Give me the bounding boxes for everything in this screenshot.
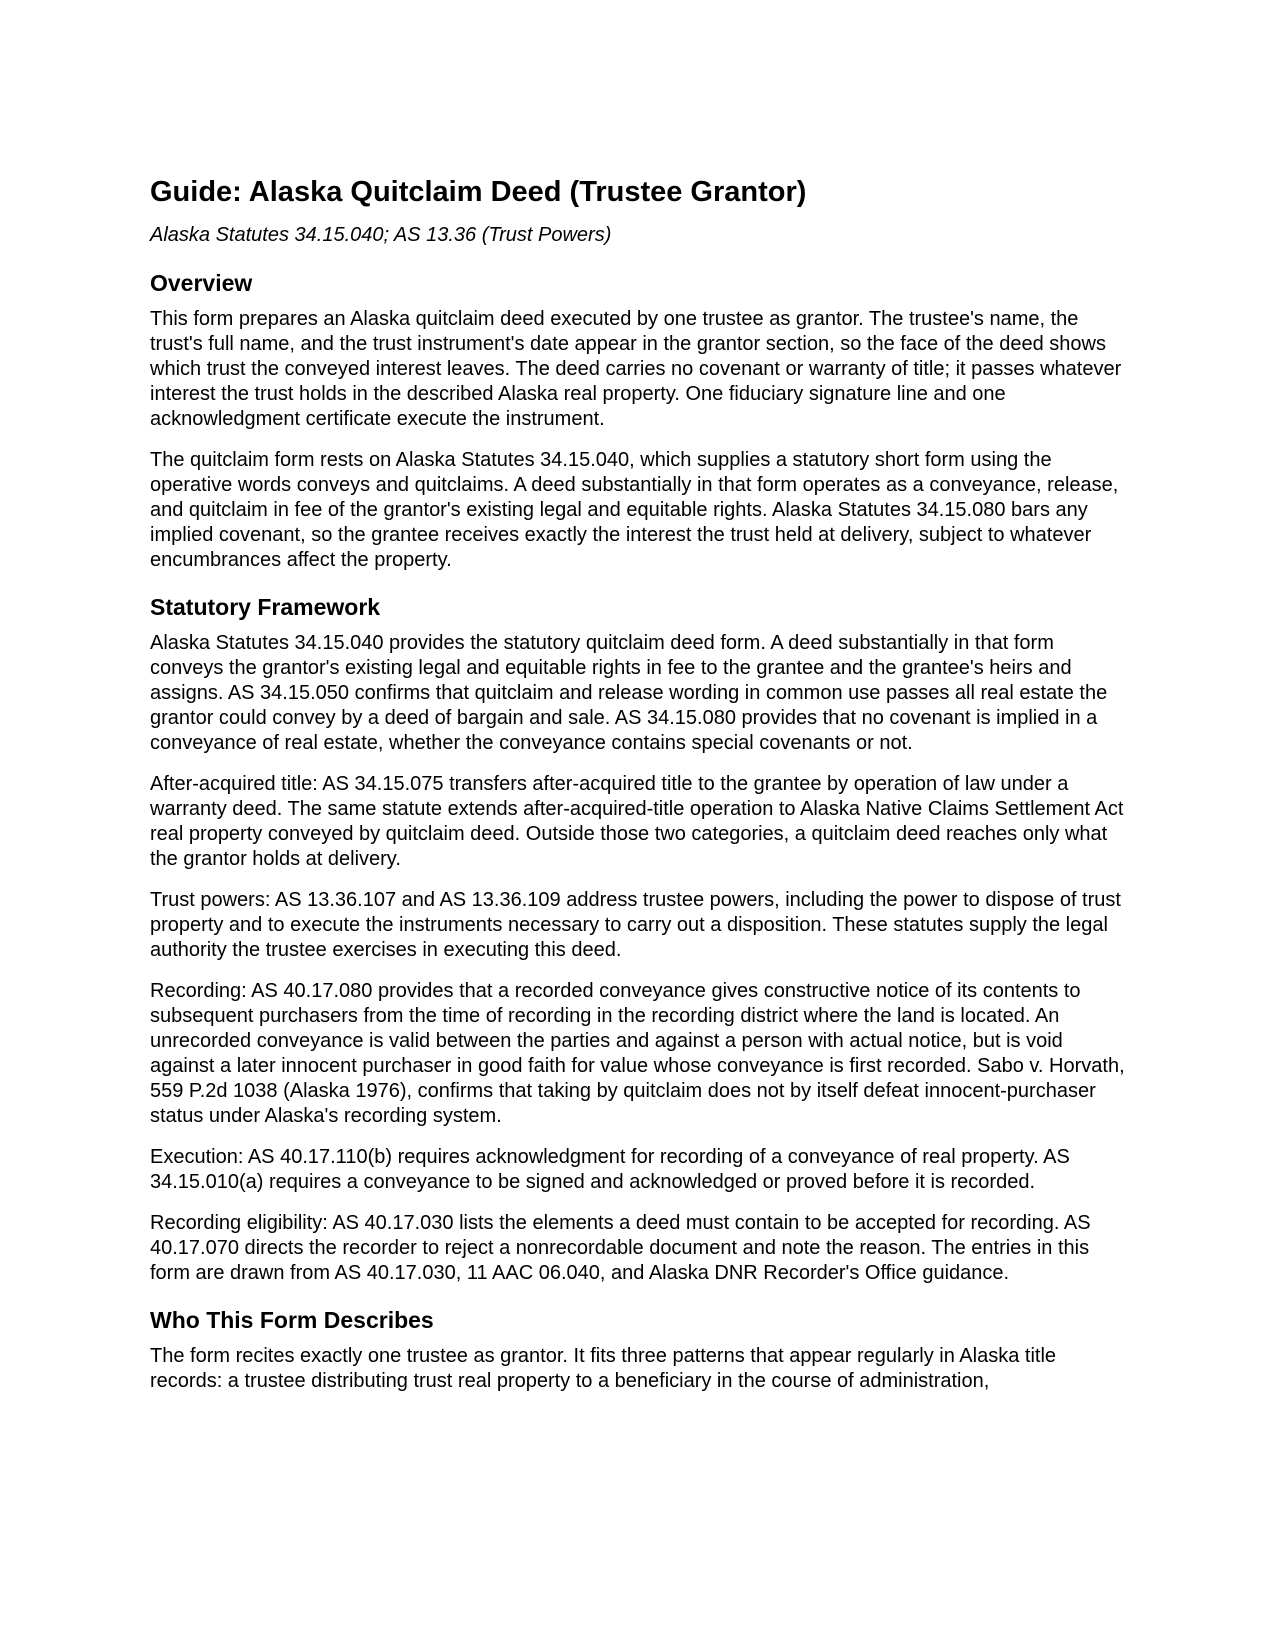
paragraph: Recording: AS 40.17.080 provides that a recorded conveyance gives constructive notice of its contents to subsequent purchasers from the time of recording in the recording district where the land is located. An unrecorded conveyance is valid between the parties and against a person with actual notice, but is void against a later innocent purchaser in good faith for value whose conveyance is first recorded. Sabo v. Horvath, 559 P.2d 1038 (Alaska 1976), confirms that taking by quitclaim does not by itself defeat innocent-purchaser status under Alaska's recording system. [150,980,1125,1127]
paragraph: Trust powers: AS 13.36.107 and AS 13.36.109 address trustee powers, including the power to dispose of trust property and to execute the instruments necessary to carry out a disposition. These statutes supply the legal authority the trustee exercises in executing this deed. [150,889,1121,961]
paragraph: The quitclaim form rests on Alaska Statutes 34.15.040, which supplies a statutory short form using the operative words conveys and quitclaims. A deed substantially in that form operates as a conveyance, release, and quitclaim in fee of the grantor's existing legal and equitable rights. Alaska Statutes 34.15.080 bars any implied covenant, so the grantee receives exactly the interest the trust held at delivery, subject to whatever encumbrances affect the property. [150,449,1119,571]
paragraph: After-acquired title: AS 34.15.075 transfers after-acquired title to the grantee by operation of law under a warranty deed. The same statute extends after-acquired-title operation to Alaska Native Claims Settlement Act real property conveyed by quitclaim deed. Outside those two categories, a quitclaim deed reaches only what the grantor holds at delivery. [150,773,1124,870]
document-title: Guide: Alaska Quitclaim Deed (Trustee Grantor) [150,176,807,208]
section-overview [150,268,1126,573]
paragraph: Recording eligibility: AS 40.17.030 lists the elements a deed must contain to be accepted for recording. AS 40.17.070 directs the recorder to reject a nonrecordable document and note the reason. The entries in this form are drawn from AS 40.17.030, 11 AAC 06.040, and Alaska DNR Recorder's Office guidance. [150,1212,1091,1284]
section-statutory-framework [150,592,1126,1286]
section-heading: Who This Form Describes [150,1307,434,1333]
document-page [150,172,1126,1410]
section-heading: Overview [150,270,253,296]
paragraph: This form prepares an Alaska quitclaim deed executed by one trustee as grantor. The trustee's name, the trust's full name, and the trust instrument's date appear in the grantor section, so the face of the deed shows which trust the conveyed interest leaves. The deed carries no covenant or warranty of title; it passes whatever interest the trust holds in the described Alaska real property. One fiduciary signature line and one acknowledgment certificate execute the instrument. [150,308,1122,430]
paragraph: Execution: AS 40.17.110(b) requires acknowledgment for recording of a conveyance of real property. AS 34.15.010(a) requires a conveyance to be signed and acknowledged or proved before it is recorded. [150,1146,1070,1193]
paragraph: Alaska Statutes 34.15.040 provides the statutory quitclaim deed form. A deed substantially in that form conveys the grantor's existing legal and equitable rights in fee to the grantee and the grantee's heirs and assigns. AS 34.15.050 confirms that quitclaim and release wording in common use passes all real estate the grantor could convey by a deed of bargain and sale. AS 34.15.080 provides that no covenant is implied in a conveyance of real estate, whether the conveyance contains special covenants or not. [150,632,1108,754]
section-who-this-form-describes [150,1305,1126,1394]
document-subtitle: Alaska Statutes 34.15.040; AS 13.36 (Trust Powers) [150,224,612,246]
paragraph: The form recites exactly one trustee as grantor. It fits three patterns that appear regularly in Alaska title records: a trustee distributing trust real property to a beneficiary in the course of administration, [150,1345,1057,1392]
section-heading: Statutory Framework [150,594,381,620]
